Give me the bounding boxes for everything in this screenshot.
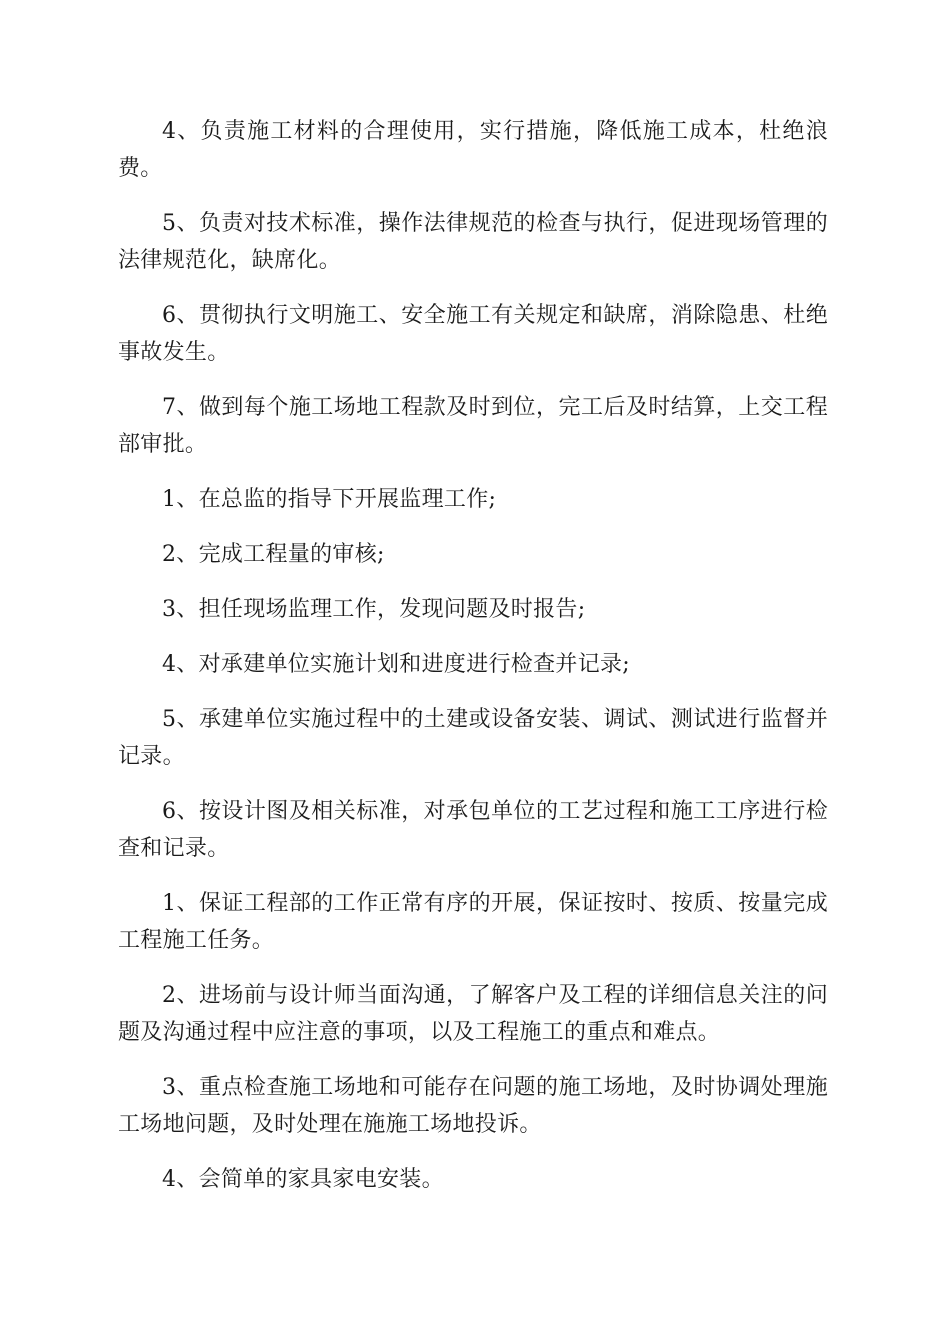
paragraph: 2、完成工程量的审核;	[162, 542, 385, 567]
paragraph: 6、按设计图及相关标准，对承包单位的工艺过程和施工工序进行检查和记录。	[118, 799, 828, 861]
paragraph: 4、负责施工材料的合理使用，实行措施，降低施工成本，杜绝浪费。	[118, 119, 828, 181]
paragraph: 1、在总监的指导下开展监理工作;	[162, 487, 497, 512]
paragraph: 5、承建单位实施过程中的土建或设备安装、调试、测试进行监督并记录。	[118, 707, 828, 769]
paragraph: 3、重点检查施工场地和可能存在问题的施工场地，及时协调处理施工场地问题，及时处理在施施工场地投诉。	[118, 1075, 828, 1137]
paragraph: 4、会简单的家具家电安装。	[162, 1167, 444, 1192]
paragraph: 7、做到每个施工场地工程款及时到位，完工后及时结算，上交工程部审批。	[118, 395, 828, 457]
document-body	[118, 113, 828, 1216]
paragraph: 3、担任现场监理工作，发现问题及时报告;	[162, 597, 586, 622]
paragraph: 5、负责对技术标准，操作法律规范的检查与执行，促进现场管理的法律规范化，缺席化。	[118, 211, 828, 273]
paragraph: 1、保证工程部的工作正常有序的开展，保证按时、按质、按量完成工程施工任务。	[118, 891, 828, 953]
paragraph: 2、进场前与设计师当面沟通，了解客户及工程的详细信息关注的问题及沟通过程中应注意的事项，以及工程施工的重点和难点。	[118, 983, 828, 1045]
paragraph: 4、对承建单位实施计划和进度进行检查并记录;	[162, 652, 631, 677]
paragraph: 6、贯彻执行文明施工、安全施工有关规定和缺席，消除隐患、杜绝事故发生。	[118, 303, 828, 365]
